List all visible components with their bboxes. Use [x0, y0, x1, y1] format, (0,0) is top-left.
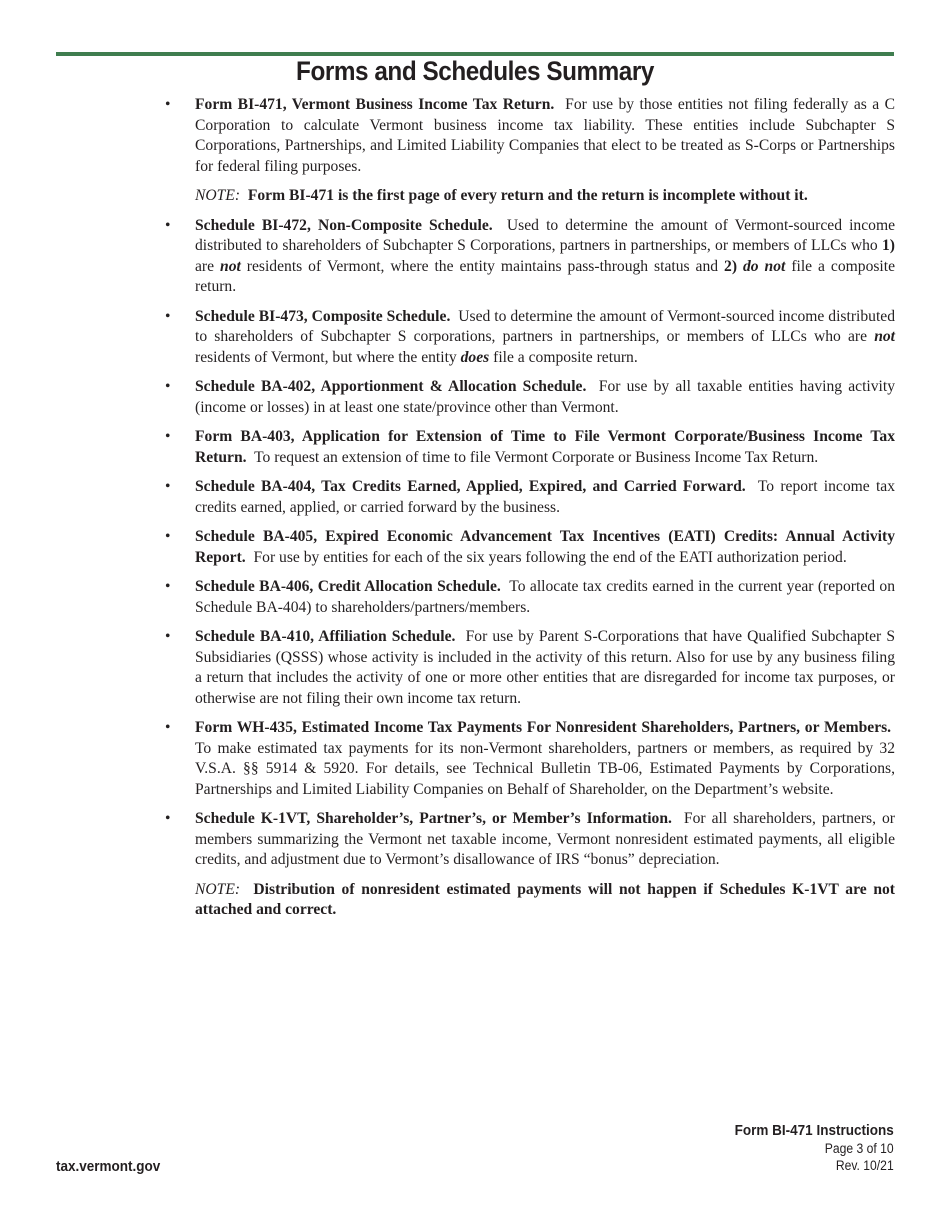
- item-text: Used to determine the amount of Vermont-sourced income distributed to shareholders of Subchapter S corporations, partners in partnerships, or members of LLCs who are: [195, 307, 895, 345]
- item-text: For use by entities for each of the six years following the end of the EATI authorization period.: [253, 548, 847, 566]
- bullet: •: [165, 719, 171, 736]
- item-heading: Schedule BA-406, Credit Allocation Schedule.: [195, 578, 501, 595]
- item-heading: Form WH-435, Estimated Income Tax Payments For Nonresident Shareholders, Partners, or Members.: [195, 719, 892, 736]
- bullet: •: [165, 378, 171, 395]
- item-text: residents of Vermont, where the entity maintains pass-through status and: [246, 257, 719, 275]
- footer-info: [717, 1121, 894, 1174]
- item-text: For all shareholders, partners, or members summarizing the Vermont net taxable income, Vermont nonresident estimated payments, all eligible credits, and adjustment due to Vermont’s disallowance of IRS “bonus” depreciation.: [195, 810, 895, 868]
- footer-website: tax.vermont.gov: [56, 1158, 161, 1175]
- note-label: NOTE:: [195, 187, 241, 204]
- forms-list: [165, 95, 895, 930]
- footer-revision: Rev. 10/21: [836, 1158, 894, 1173]
- item-heading: Schedule BA-405, Expired Economic Advancement Tax Incentives (EATI) Credits: Annual Activity Report.: [195, 528, 895, 566]
- item-number: 2): [724, 257, 738, 275]
- item-text: For use by Parent S-Corporations that have Qualified Subchapter S Subsidiaries (QSSS) whose activity is included in the activity of this return. Also for use by any business filing a return that includes the activity of one or more other entities that are disregarded for income tax purposes, or otherwise are not filing their own income tax return.: [195, 628, 895, 707]
- item-heading: Schedule BI-473, Composite Schedule.: [195, 307, 451, 325]
- bullet: •: [165, 810, 171, 827]
- item-text: To request an extension of time to file Vermont Corporate or Business Income Tax Return.: [254, 448, 819, 466]
- note-label: NOTE:: [195, 880, 241, 898]
- item-text: Used to determine the amount of Vermont-sourced income distributed to shareholders of Subchapter S Corporations, partners in partnerships, or members of LLCs who: [195, 216, 896, 254]
- list-item: [165, 477, 895, 518]
- list-item: [165, 577, 895, 618]
- list-item: [165, 427, 895, 468]
- item-text: file a composite return.: [493, 348, 638, 366]
- item-text: residents of Vermont, but where the entity: [195, 348, 457, 366]
- item-text: To allocate tax credits earned in the current year (reported on Schedule BA-404) to shareholders/partners/members.: [195, 578, 895, 616]
- item-emphasis: does: [460, 348, 490, 366]
- note-text: Form BI-471 is the first page of every return and the return is incomplete without it.: [247, 187, 808, 204]
- item-heading: Form BI-471, Vermont Business Income Tax Return.: [195, 96, 555, 113]
- item-heading: Schedule BA-404, Tax Credits Earned, Applied, Expired, and Carried Forward.: [195, 478, 746, 495]
- bullet: •: [165, 578, 171, 595]
- item-text: file a composite return.: [195, 257, 896, 295]
- footer-form-title: Form BI-471 Instructions: [734, 1122, 894, 1139]
- item-emphasis: not: [220, 257, 241, 275]
- bullet: •: [165, 478, 171, 495]
- note-text: Distribution of nonresident estimated payments will not happen if Schedules K-1VT are not attached and correct.: [195, 880, 895, 918]
- item-text: For use by those entities not filing federally as a C Corporation to calculate Vermont business income tax liability. These entities include Subchapter S Corporations, Partnerships, and Limited Liability Companies that elect to be treated as S-Corps or Partnerships for federal filing purposes.: [195, 96, 896, 175]
- page-title: Forms and Schedules Summary: [296, 56, 654, 86]
- bullet: •: [165, 216, 171, 234]
- bullet: •: [165, 96, 171, 113]
- list-item: [165, 307, 895, 369]
- note: [165, 186, 895, 207]
- list-item: [165, 718, 895, 800]
- item-emphasis: not: [874, 328, 895, 345]
- bullet: •: [165, 307, 171, 325]
- item-heading: Schedule BA-402, Apportionment & Allocation Schedule.: [195, 378, 587, 395]
- list-item: [165, 809, 895, 871]
- note: [165, 880, 895, 921]
- item-heading: Form BA-403, Application for Extension of Time to File Vermont Corporate/Business Income Tax Return.: [195, 428, 895, 466]
- bullet: •: [165, 528, 171, 545]
- item-heading: Schedule K-1VT, Shareholder’s, Partner’s, or Member’s Information.: [195, 810, 672, 827]
- list-item: [165, 95, 895, 177]
- item-heading: Schedule BI-472, Non-Composite Schedule.: [195, 216, 493, 234]
- item-emphasis: do not: [742, 257, 786, 275]
- item-text: are: [195, 257, 215, 275]
- bullet: •: [165, 628, 171, 645]
- item-number: 1): [882, 237, 895, 254]
- item-heading: Schedule BA-410, Affiliation Schedule.: [195, 628, 456, 645]
- list-item: [165, 527, 895, 568]
- item-text: For use by all taxable entities having activity (income or losses) in at least one state/province other than Vermont.: [195, 378, 895, 416]
- item-text: To report income tax credits earned, applied, or carried forward by the business.: [195, 478, 895, 516]
- list-item: [165, 377, 895, 418]
- list-item: [165, 627, 895, 709]
- item-text: To make estimated tax payments for its non-Vermont shareholders, partners or members, as required by 32 V.S.A. §§ 5914 & 5920. For details, see Technical Bulletin TB-06, Estimated Payments by Corporations, Partnerships and Limited Liability Companies on Behalf of Shareholder, on the Department’s website.: [195, 739, 895, 798]
- bullet: •: [165, 428, 171, 445]
- footer-page-number: Page 3 of 10: [825, 1141, 894, 1156]
- list-item: [165, 216, 895, 298]
